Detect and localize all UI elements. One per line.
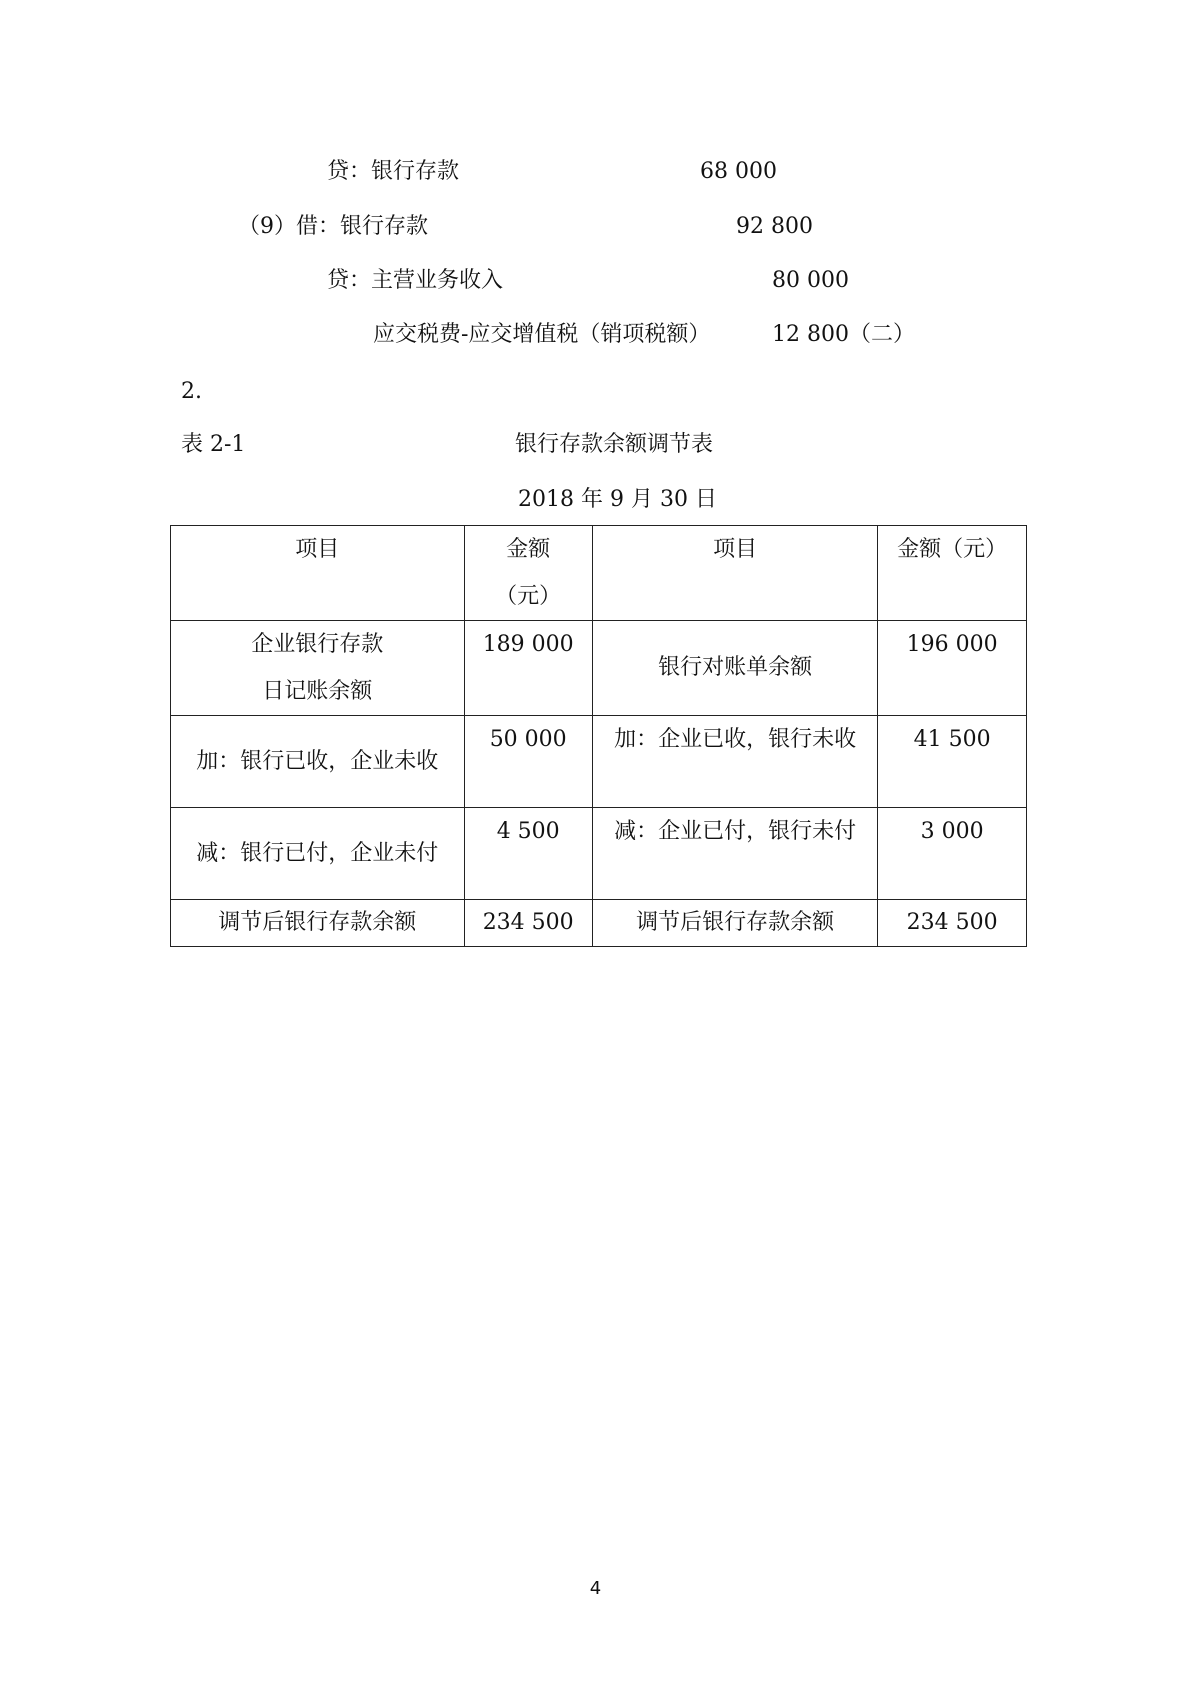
row-item-left: 加：银行已收，企业未收: [171, 716, 465, 808]
row-amount-left: 4 500: [464, 808, 592, 900]
row-amount-left: 189 000: [464, 621, 592, 716]
row-item-left: 调节后银行存款余额: [171, 900, 465, 947]
table-row: [171, 621, 1027, 716]
entry-9-debit-bank-deposit-label: （9）借：银行存款: [238, 214, 428, 239]
entry-credit-bank-deposit-amount: 68 000: [700, 159, 777, 184]
row-amount-right: 41 500: [878, 716, 1027, 808]
header-item-left: 项目: [171, 526, 465, 621]
entry-credit-main-revenue-amount: 80 000: [772, 268, 849, 293]
entry-vat-payable-amount: 12 800（二）: [772, 322, 915, 347]
table-date: 2018 年 9 月 30 日: [518, 487, 717, 512]
row-item-right: [592, 716, 877, 808]
table-title: 银行存款余额调节表: [515, 432, 714, 457]
row-item-right: 调节后银行存款余额: [592, 900, 877, 947]
header-amount-left: [464, 526, 592, 621]
row-amount-right: 196 000: [878, 621, 1027, 716]
row-amount-right: 234 500: [878, 900, 1027, 947]
page-number: 4: [589, 1578, 602, 1599]
bank-reconciliation-table: [170, 525, 1027, 947]
header-amount-right: 金额（元）: [878, 526, 1027, 621]
row-item-right-text: 加：企业已收，银行未收: [614, 727, 857, 752]
table-row: [171, 716, 1027, 808]
entry-credit-bank-deposit-label: 贷：银行存款: [327, 159, 460, 184]
table-row-total: [171, 900, 1027, 947]
row-item-right: [592, 808, 877, 900]
row-item-left: 减：银行已付，企业未付: [171, 808, 465, 900]
table-number: 表 2-1: [181, 432, 246, 457]
header-amount-left-text: 金额（元）: [495, 537, 562, 609]
header-item-right: 项目: [592, 526, 877, 621]
row-amount-left: 234 500: [464, 900, 592, 947]
section-number: 2.: [181, 379, 202, 404]
table-header-row: [171, 526, 1027, 621]
entry-credit-main-revenue-label: 贷：主营业务收入: [327, 268, 504, 293]
row-item-left: [171, 621, 465, 716]
row-item-left-text: 企业银行存款日记账余额: [251, 632, 384, 704]
entry-9-debit-bank-deposit-amount: 92 800: [736, 214, 813, 239]
row-item-right: 银行对账单余额: [592, 621, 877, 716]
row-amount-left: 50 000: [464, 716, 592, 808]
row-item-right-text: 减：企业已付，银行未付: [614, 819, 857, 844]
table-row: [171, 808, 1027, 900]
entry-vat-payable-label: 应交税费-应交增值税（销项税额）: [373, 322, 711, 347]
row-amount-right: 3 000: [878, 808, 1027, 900]
